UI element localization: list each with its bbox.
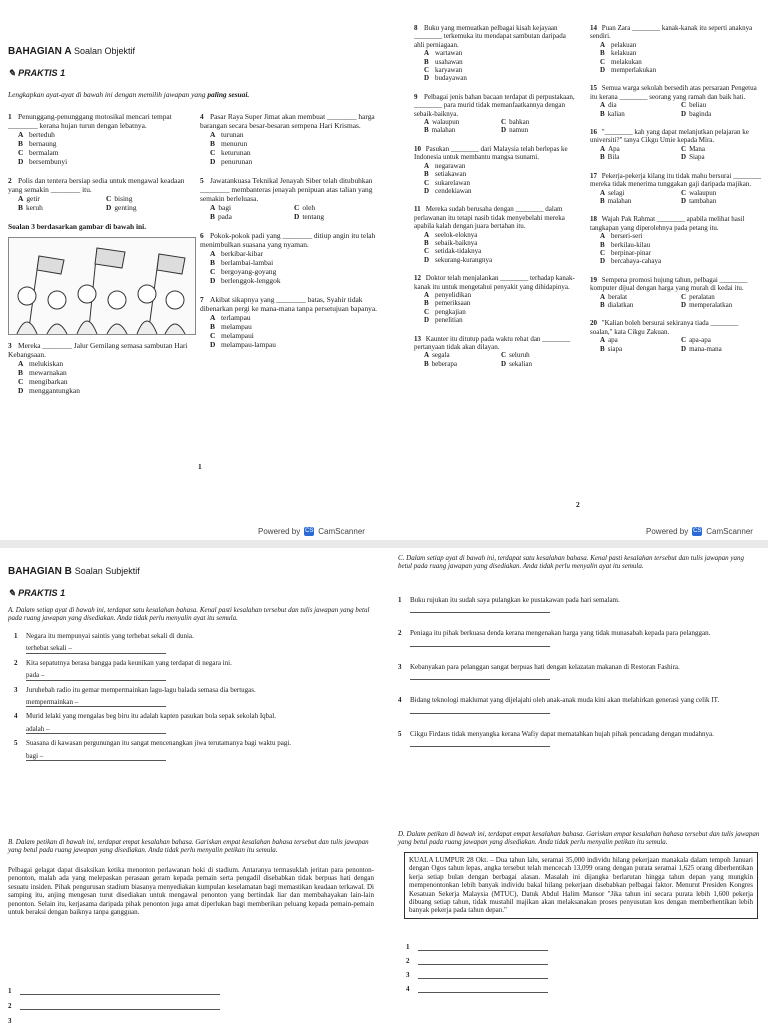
option[interactable]: B keruh: [18, 203, 43, 212]
option[interactable]: A segala: [424, 351, 450, 360]
question-15: 15 Semua warga sekolah bersedih atas persaraan Pengetua itu kerana ________ seorang yang ramah dan baik hati. A dia C beliau B kalian D baginda: [590, 84, 762, 118]
option[interactable]: D melampau-lampau: [210, 340, 276, 349]
question-8: 8 Buku yang memuatkan pelbagai kisah kejayaan ________ terkemuka itu mendapat sambutan daripada ahli perniagaan. A wartawan B usahawan C karyawan D budayawan: [414, 24, 578, 83]
option[interactable]: B pada: [210, 212, 232, 221]
answer-line[interactable]: [410, 679, 550, 680]
question-16: 16 "________ kah yang dapat melanjutkan pelajaran ke universiti?" tanya Cikgu Umie kepada Mira. A Apa C Mana B Bila D Siapa: [590, 128, 762, 162]
question-3: 3 Mereka ________ Jalur Gemilang semasa sambutan Hari Kebangsaan. A melukiskan B mewarnakan C mengibarkan D menggantungkan: [8, 341, 194, 395]
option[interactable]: A melukiskan: [18, 359, 64, 368]
option[interactable]: B setiakawan: [424, 170, 467, 179]
camscanner-logo-icon: CS: [305, 528, 314, 534]
page-number: 1: [198, 462, 202, 471]
option[interactable]: A berseri-seri: [600, 232, 643, 241]
answer-line[interactable]: [20, 1001, 220, 1010]
page-1: [0, 0, 384, 540]
option[interactable]: B berkilau-kilau: [600, 240, 651, 249]
part-b-answers: [8, 986, 308, 1024]
answer-line[interactable]: mempermainkan –: [26, 698, 166, 707]
column-left: [8, 112, 194, 401]
option[interactable]: C berpinar-pinar: [600, 248, 651, 257]
answer-line[interactable]: [410, 612, 550, 613]
part-a-questions: [14, 632, 374, 766]
page-4: [384, 548, 768, 1024]
option[interactable]: C sukarelawan: [424, 178, 470, 187]
list-item: 4 Murid lelaki yang mengalas beg biru itu adalah kapten pasukan bola sepak sekolah Iqbal. adalah –: [14, 712, 276, 733]
option[interactable]: D sekalian: [501, 359, 532, 368]
option[interactable]: A turunan: [210, 130, 244, 139]
part-c-questions: [398, 596, 760, 757]
option[interactable]: B beberapa: [424, 359, 457, 368]
option[interactable]: D penurunan: [210, 157, 253, 166]
option[interactable]: C peralatan: [681, 292, 715, 301]
list-item: 5 Cikgu Firdaus tidak menyangka kerana Wafiy dapat mematahkan hujah pihak pencadang dengan mudahnya.: [398, 730, 760, 747]
option[interactable]: C walaupun: [681, 188, 717, 197]
answer-row: 4: [406, 984, 706, 993]
section-b-title: BAHAGIAN B Soalan Subjektif: [8, 566, 140, 577]
list-item: 3 Kebanyakan para pelanggan sangat berpuas hati dengan kelazatan makanan di Restoran Fashira.: [398, 663, 760, 680]
option[interactable]: A berteduh: [18, 130, 55, 139]
question-1: 1 Penunggang-penunggang motosikal mencari tempat ________ kerana hujan turun dengan lebatnya. A berteduh B bernaung C bermalam D bersembunyi: [8, 112, 194, 166]
answer-line[interactable]: [410, 746, 550, 747]
question-19: 19 Sempena promosi hujung tahun, pelbagai ________ komputer dijual dengan harga yang murah di kedai itu. A beralat C peralatan B dialatkan D memperalatkan: [590, 276, 762, 310]
option[interactable]: A wartawan: [424, 49, 463, 58]
part-d-answers: [406, 942, 706, 998]
answer-line[interactable]: terhebat sekali –: [26, 644, 166, 653]
option[interactable]: D memperlakukan: [600, 66, 657, 75]
option[interactable]: C melampaui: [210, 331, 254, 340]
part-d-instruction: D. Dalam petikan di bawah ini, terdapat empat kesalahan bahasa. Gariskan empat kesalahan bahasa tersebut dan tulis jawapan yang betul pada ruang jawapan yang disediakan. Anda tidak perlu menyalin petikan itu semula.: [398, 830, 760, 847]
option[interactable]: D tambahan: [681, 196, 717, 205]
question-10: 10 Pasukan ________ dari Malaysia telah berlepas ke Indonesia untuk membantu mangsa tsunami. A negarawan B setiakawan C sukarelawan D cendekiawan: [414, 145, 578, 195]
option[interactable]: D bersembunyi: [18, 157, 68, 166]
question-13: 13 Kaunter itu ditutup pada waktu rehat dan ________ pertanyaan tidak akan dilayan. A segala C seluruh B beberapa D sekalian: [414, 335, 578, 369]
question-6: 6 Pokok-pokok padi yang ________ ditiup angin itu telah menimbulkan suasana yang nyaman. A berkibar-kibar B berlambai-lambai C bergoyang-goyang D berlenggok-lenggok: [200, 231, 378, 285]
answer-line[interactable]: [418, 942, 548, 951]
option[interactable]: D berlenggok-lenggok: [210, 276, 281, 285]
list-item: 4 Bidang teknologi maklumat yang dijelajahi oleh anak-anak muda kini akan melahirkan generasi yang celik IT.: [398, 696, 760, 713]
option[interactable]: A dia: [600, 101, 617, 110]
option[interactable]: A Apa: [600, 144, 620, 153]
option[interactable]: D sekurang-kurangnya: [424, 255, 493, 264]
praktis-heading: ✎ PRAKTIS 1: [8, 588, 66, 598]
part-c-instruction: C. Dalam setiap ayat di bawah ini, terdapat satu kesalahan bahasa. Kenal pasti kesalahan tersebut dan tulis jawapan yang betul pada ruang jawapan yang disediakan. Anda tidak perlu menyalin ayat itu semula.: [398, 554, 745, 571]
part-d-passage: KUALA LUMPUR 28 Okt. – Dua tahun lalu, seramai 35,000 individu hilang pekerjaan manakala dalam tempoh Januari dengan Ogos tahun lepas, angka tersebut telah mencecah 13,099 orang dengan purata seramai 1,625 orang diberhentikan kerja setiap bulan dengan berbagai alasan. Masalah ini dijangka berlarutan hingga tahun depan yang mungkin mempenontonkan lebih banyak individu bakal hilang pekerjaan disebabkan pelbagai faktor. Menurut Presiden Kongres Kesatuan Sekerja Malaysia (MTUC), Datuk Abdul Halim Mansor "Jika tahun ini secara purata lebih 1,600 pekerja dibuang setiap tahun, tidak mustahil majikan akan melaksanakan proses penyusutan kos dengan memberhentikan lebih banyak pekerja pada tahun depan.": [404, 852, 758, 919]
list-item: 1 Negara itu mempunyai saintis yang terhebat sekali di dunia. terhebat sekali –: [14, 632, 194, 653]
option[interactable]: D budayawan: [424, 74, 467, 83]
answer-line[interactable]: bagi –: [26, 752, 166, 761]
question-7: 7 Akibat sikapnya yang ________ batas, Syahir tidak dibenarkan pergi ke mana-mana tanpa persetujuan bapanya. A terlampau B melampau C melampaui D melampau-lampau: [200, 295, 377, 349]
list-item: 1 Buku rujukan itu sudah saya pulangkan ke pustakawan pada hari semalam.: [398, 596, 760, 613]
question-9: 9 Pelbagai jenis bahan bacaan terdapat di perpustakaan, ________ para murid tidak memanfaatkannya dengan sebaik-baiknya. A walaupun C bahkan B malahan D namun: [414, 93, 578, 135]
option[interactable]: B malahan: [600, 196, 632, 205]
option[interactable]: D bercahaya-cahaya: [600, 257, 662, 266]
option[interactable]: D tentang: [294, 212, 325, 221]
question-4: 4 Pasar Raya Super Jimat akan membuat ________ harga barangan secara besar-besaran sempena Hari Krismas. A turunan B menurun C keturunan D penurunan: [200, 112, 378, 166]
column-right: [200, 112, 378, 355]
option[interactable]: B usahawan: [424, 57, 463, 66]
answer-row: 1: [406, 942, 706, 951]
option[interactable]: D genting: [106, 203, 137, 212]
q3-intro: Soalan 3 berdasarkan gambar di bawah ini.: [8, 222, 147, 231]
option[interactable]: A selagi: [600, 188, 625, 197]
option[interactable]: A seelok-eloknya: [424, 230, 478, 239]
question-18: 18 Wajah Pak Rahmat ________ apabila melihat hasil tangkapan yang diperolehnya pada petang itu. A berseri-seri B berkilau-kilau C berpinar-pinar D bercahaya-cahaya: [590, 215, 762, 265]
option[interactable]: C bergoyang-goyang: [210, 267, 277, 276]
option[interactable]: C seluruh: [501, 351, 530, 360]
flag-crowd-illustration: [8, 237, 196, 335]
option[interactable]: C bahkan: [501, 118, 530, 127]
option[interactable]: B menurun: [210, 139, 248, 148]
option[interactable]: B dialatkan: [600, 300, 634, 309]
part-b-instruction: B. Dalam petikan di bawah ini, terdapat empat kesalahan bahasa. Gariskan empat kesalahan bahasa tersebut dan tulis jawapan yang betul pada ruang jawapan yang disediakan. Anda tidak perlu menyalin petikan itu semula.: [8, 838, 369, 855]
option[interactable]: B siapa: [600, 344, 623, 353]
question-5: 5 Jawatankuasa Teknikal Jenayah Siber telah ditubuhkan ________ membanteras jenayah penipuan atas talian yang semakin berleluasa. A bagi C oleh B pada D tentang: [200, 176, 378, 221]
part-b-passage: Pelbagai gelagat dapat disaksikan ketika menonton perlawanan hoki di stadium. Antaranya termasuklah jeritan para penonton-penonton, malah ada yang melepaskan perasaan geram kepada pemain serta pengadil disebabkan tidak berpuas hati dengan sesuatu insiden. Pihak pengurusan stadium biasanya menyediakan kumpulan keselamatan bagi memastikan keadaan terkawal. Di samping itu, anjing mengesan turut disediakan untuk mengawal penonton yang bertindak liar dan membahayakan lain-lain penonton. Selain itu, kerjasama daripada pihak penonton juga amat diperlukan bagi memberikan peluang kepada pemain-pemain untuk beraksi dengan baiknya tanpa gangguan.: [8, 866, 374, 917]
option[interactable]: A terlampau: [210, 313, 251, 322]
question-2: 2 Polis dan tentera bersiap sedia untuk mengawal keadaan yang semakin ________ itu. A getir C bising B keruh D genting: [8, 176, 194, 212]
column-left: [414, 24, 578, 374]
option[interactable]: B kalian: [600, 109, 625, 118]
option[interactable]: C beliau: [681, 101, 707, 110]
option[interactable]: C bising: [106, 194, 133, 203]
option[interactable]: B sebaik-baiknya: [424, 238, 478, 247]
question-12: 12 Doktor telah menjalankan ________ terhadap kanak-kanak itu untuk mengetahui penyakit yang dihidapinya. A penyelidikan B pemeriksaan C pengkajian D penelitian: [414, 274, 578, 324]
page-number: 2: [576, 500, 580, 509]
answer-line[interactable]: [418, 970, 548, 979]
option[interactable]: D cendekiawan: [424, 186, 472, 195]
option[interactable]: A bagi: [210, 203, 232, 212]
answer-line[interactable]: pada –: [26, 671, 166, 680]
option[interactable]: A negarawan: [424, 161, 466, 170]
option[interactable]: B bernaung: [18, 139, 57, 148]
option[interactable]: A beralat: [600, 292, 628, 301]
page-3: [0, 548, 384, 1024]
pencil-icon: ✎: [8, 588, 16, 598]
option[interactable]: D menggantungkan: [18, 386, 80, 395]
option[interactable]: C apa-apa: [681, 336, 711, 345]
option[interactable]: B malahan: [424, 126, 456, 135]
answer-line[interactable]: [410, 713, 550, 714]
answer-line[interactable]: adalah –: [26, 725, 166, 734]
option[interactable]: D namun: [501, 126, 529, 135]
camscanner-logo-icon: CS: [693, 528, 702, 534]
answer-line[interactable]: [410, 646, 550, 647]
option[interactable]: D Siapa: [681, 153, 705, 162]
answer-line[interactable]: [418, 984, 548, 993]
option[interactable]: C setidak-tidaknya: [424, 247, 482, 256]
option[interactable]: C pengkajian: [424, 307, 466, 316]
option[interactable]: C oleh: [294, 203, 316, 212]
answer-line[interactable]: [418, 956, 548, 965]
option[interactable]: B kelakuan: [600, 49, 637, 58]
option[interactable]: B melampau: [210, 322, 252, 331]
option[interactable]: A getir: [18, 194, 40, 203]
option[interactable]: A pelakuan: [600, 40, 637, 49]
option[interactable]: B berlambai-lambai: [210, 258, 274, 267]
column-right: [590, 24, 762, 359]
option[interactable]: C melakukan: [600, 57, 642, 66]
option[interactable]: C mengibarkan: [18, 377, 68, 386]
camscanner-footer: Powered by CS CamScanner: [646, 527, 753, 536]
list-item: 2 Kita sepatutnya berasa bangga pada keunikan yang terdapat di negara ini. pada –: [14, 658, 232, 680]
option[interactable]: A walaupun: [424, 118, 460, 127]
part-a-instruction: A. Dalam setiap ayat di bawah ini, terdapat satu kesalahan bahasa. Kenal pasti kesalahan tersebut dan tulis jawapan yang betul pada ruang jawapan yang disediakan. Anda tidak perlu menyalin ayat itu semula.: [8, 606, 370, 623]
option[interactable]: A penyelidikan: [424, 290, 472, 299]
option[interactable]: C bermalam: [18, 148, 59, 157]
answer-row: 2: [406, 956, 706, 965]
option[interactable]: B Bila: [600, 153, 620, 162]
question-14: 14 Puan Zara ________ kanak-kanak itu seperti anaknya sendiri. A pelakuan B kelakuan C melakukan D memperlakukan: [590, 24, 762, 74]
section-a-title: BAHAGIAN A Soalan Objektif: [8, 46, 135, 57]
option[interactable]: C keturunan: [210, 148, 251, 157]
answer-line[interactable]: [20, 1016, 220, 1024]
pencil-icon: ✎: [8, 68, 16, 78]
answer-row: 1: [8, 986, 308, 995]
option[interactable]: D penelitian: [424, 316, 463, 325]
list-item: 5 Suasana di kawasan pergunungan itu sangat mencenangkan jiwa terutamanya bagi waktu pagi. bagi –: [14, 739, 292, 760]
option[interactable]: D mana-mana: [681, 344, 722, 353]
option[interactable]: C karyawan: [424, 66, 463, 75]
answer-row: 3: [8, 1016, 308, 1024]
option[interactable]: B mewarnakan: [18, 368, 67, 377]
option[interactable]: A berkibar-kibar: [210, 249, 264, 258]
question-11: 11 Mereka sudah berusaha dengan ________ dalam perlawanan itu tetapi nasib tidak menyebelahi mereka apabila kalah dengan juara bertahan itu. A seelok-eloknya B sebaik-baiknya C setidak-tidaknya D sekurang-kurangnya: [414, 205, 578, 264]
list-item: 3 Juruhebah radio itu gemar mempermainkan lagu-lagu balada semasa dia bertugas. mempermainkan –: [14, 685, 256, 707]
answer-row: 2: [8, 1001, 308, 1010]
option[interactable]: C Mana: [681, 144, 706, 153]
option[interactable]: D baginda: [681, 109, 712, 118]
question-20: 20 "Kalian boleh bersurai sekiranya tiada ________ soalan," kata Cikgu Zakuan. A apa C apa-apa B siapa D mana-mana: [590, 319, 762, 353]
option[interactable]: D memperalatkan: [681, 300, 733, 309]
list-item: 2 Peniaga itu pihak berkuasa denda kerana mengenakan harga yang tidak munasabah kepada para pelanggan.: [398, 629, 760, 646]
question-17: 17 Pekerja-pekerja kilang itu tidak mahu bersurai ________ mereka tidak menerima tunggakan gaji daripada majikan. A selagi C walaupun B malahan D tambahan: [590, 171, 762, 205]
camscanner-footer: Powered by CS CamScanner: [258, 527, 365, 536]
instruction: Lengkapkan ayat-ayat di bawah ini dengan memilih jawapan yang paling sesuai.: [8, 90, 250, 99]
option[interactable]: B pemeriksaan: [424, 299, 471, 308]
answer-row: 3: [406, 970, 706, 979]
answer-line[interactable]: [20, 986, 220, 995]
page-2: [384, 0, 768, 540]
praktis-heading: ✎ PRAKTIS 1: [8, 68, 66, 78]
option[interactable]: A apa: [600, 336, 618, 345]
